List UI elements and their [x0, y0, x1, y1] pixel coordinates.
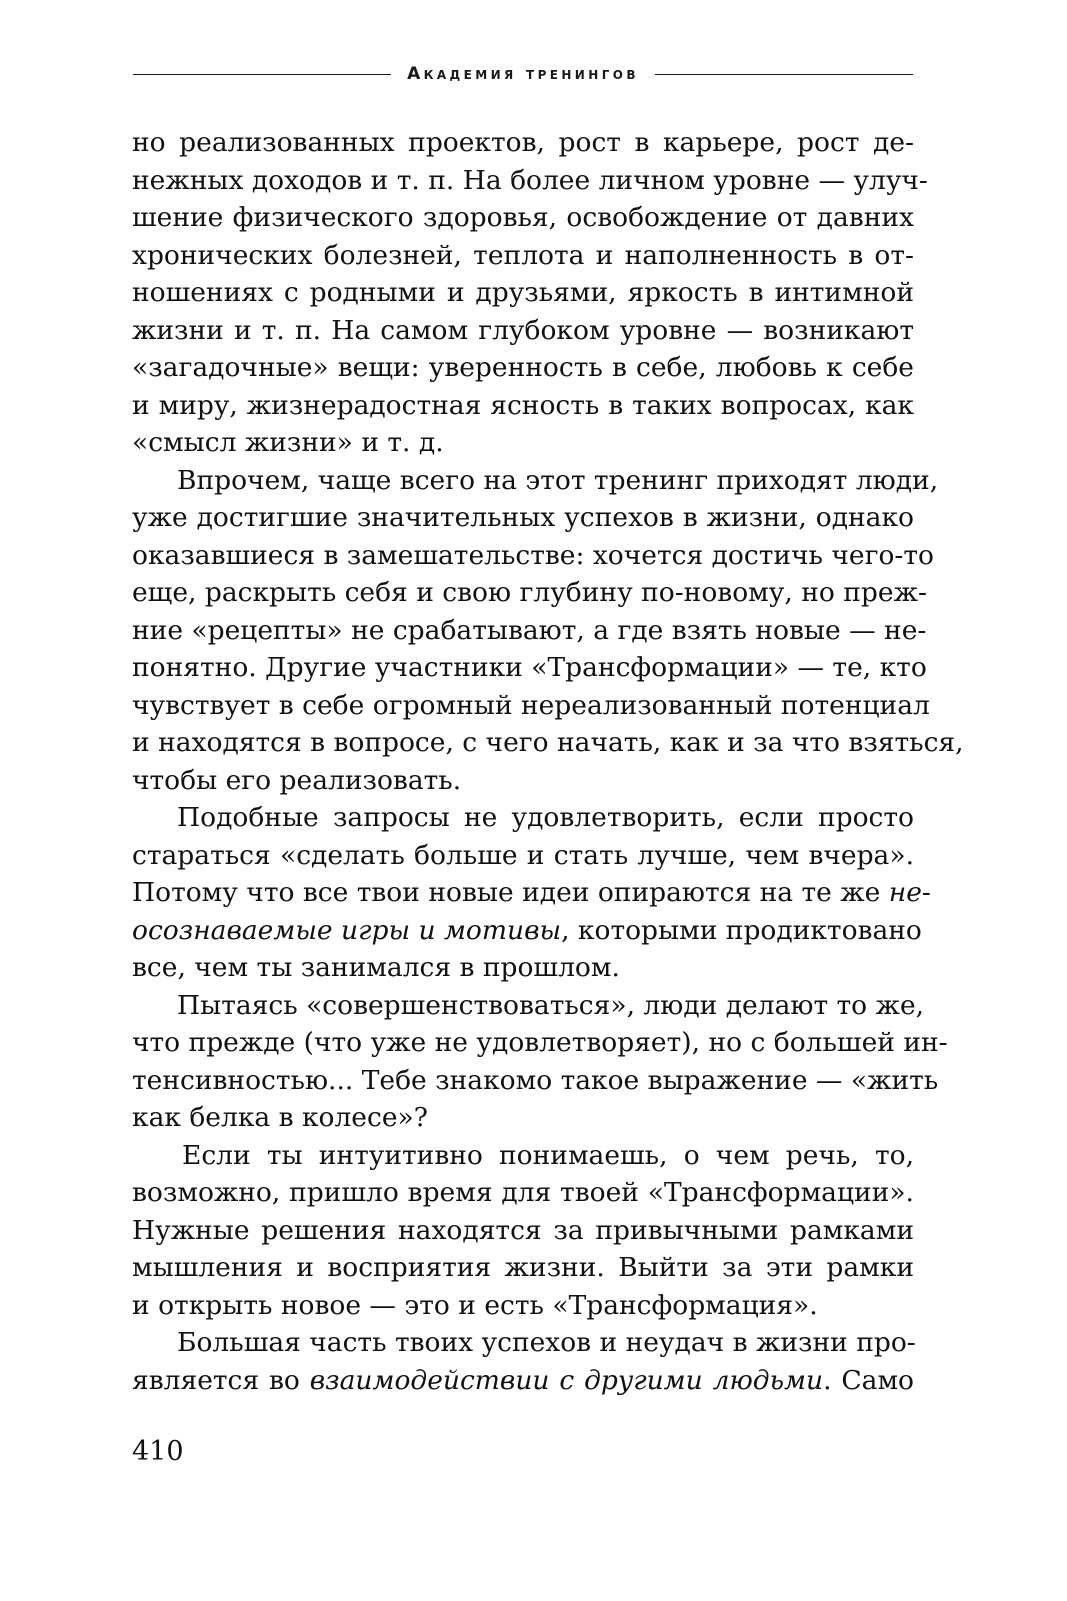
running-title: Академия тренингов: [407, 64, 639, 84]
body-text: [132, 124, 964, 1399]
text-line: Впрочем, чаще всего на этот тренинг приходят люди,: [177, 464, 939, 496]
text-line: Нужные решения находятся за привычными рамками: [132, 1214, 914, 1246]
text-line: еще, раскрыть себя и свою глубину по-новому, но преж-: [132, 577, 927, 608]
text-run: является во: [132, 1364, 310, 1396]
text-line: «загадочные» вещи: уверенность в себе, любовь к себе: [132, 352, 914, 383]
text-line: уже достигшие значительных успехов в жизни, однако: [132, 502, 914, 533]
text-line: жизни и т. п. На самом глубоком уровне — возникают: [132, 314, 914, 346]
page-number: 410: [132, 1436, 184, 1467]
text-line: что прежде (что уже не удовлетворяет), но с большей ин-: [132, 1027, 948, 1058]
text-line: [132, 912, 922, 950]
header-rule-left: [133, 74, 391, 75]
text-run: . Само: [823, 1364, 915, 1396]
text-line: Подобные запросы не удовлетворить, если просто: [177, 802, 914, 833]
text-line: стараться «сделать больше и стать лучше, чем вчера».: [132, 839, 914, 871]
text-line: оказавшиеся в замешательстве: хочется достичь чего-то: [132, 539, 935, 571]
text-line: и открыть новое — это и есть «Трансформация».: [132, 1289, 818, 1321]
text-line: тенсивностью... Тебе знакомо такое выражение — «жить: [132, 1064, 939, 1096]
text-line: все, чем ты занимался в прошлом.: [132, 952, 620, 983]
text-line: Если ты интуитивно понимаешь, о чем речь, то,: [182, 1139, 914, 1171]
text-line: Пытаясь «совершенствоваться», люди делают то же,: [177, 989, 925, 1021]
text-line: ношениях с родными и друзьями, яркость в интимной: [132, 277, 914, 308]
text-line: понятно. Другие участники «Трансформации» — те, кто: [132, 652, 927, 683]
running-header: [133, 62, 913, 86]
text-line: [132, 1362, 914, 1400]
text-run: , которыми продиктовано: [561, 914, 922, 946]
text-line: нежных доходов и т. п. На более личном уровне — улуч-: [132, 164, 928, 196]
text-line: ние «рецепты» не срабатывают, а где взять новые — не-: [132, 614, 927, 646]
text-line: «смысл жизни» и т. д.: [132, 427, 444, 458]
text-line: как белка в колесе»?: [132, 1102, 428, 1133]
header-rule-right: [655, 74, 913, 75]
text-line: возможно, пришло время для твоей «Трансформации».: [132, 1177, 914, 1208]
italic-run: не-: [888, 877, 931, 908]
italic-run: осознаваемые игры и мотивы: [132, 914, 562, 946]
text-line: Большая часть твоих успехов и неудач в жизни про-: [177, 1327, 916, 1358]
text-line: но реализованных проектов, рост в карьере, рост де-: [132, 127, 914, 158]
italic-run: взаимодействии с другими людьми: [309, 1364, 824, 1396]
text-run: Потому что все твои новые идеи опираются на те же: [132, 877, 889, 908]
text-line: чувствует в себе огромный нереализованный потенциал: [132, 689, 930, 721]
text-line: и находятся в вопросе, с чего начать, как и за что взяться,: [132, 727, 964, 758]
text-line: чтобы его реализовать.: [132, 764, 462, 796]
text-line: хронических болезней, теплота и наполненность в от-: [132, 239, 914, 271]
text-line: [132, 874, 931, 912]
text-line: мышления и восприятия жизни. Выйти за эти рамки: [132, 1252, 914, 1283]
text-line: и миру, жизнерадостная ясность в таких вопросах, как: [132, 389, 914, 421]
text-line: шение физического здоровья, освобождение от давних: [132, 202, 914, 233]
